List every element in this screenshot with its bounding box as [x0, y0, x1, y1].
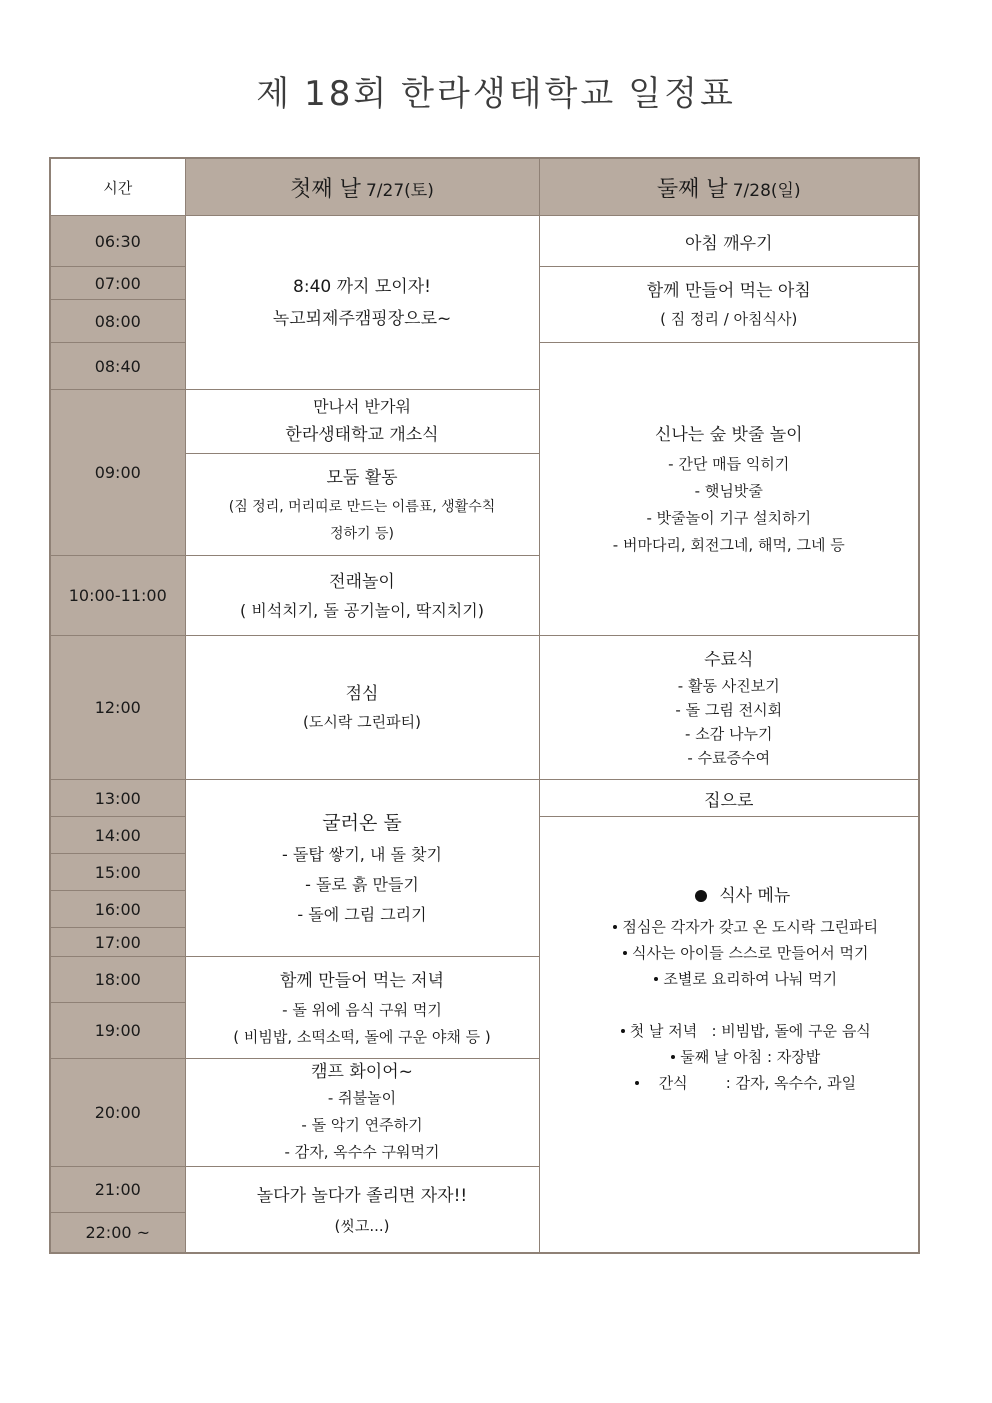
forest-title: 신나는 숲 밧줄 놀이 — [654, 425, 803, 445]
day1-header — [185, 158, 539, 216]
time-cell: 21:00 — [50, 1167, 185, 1213]
day2-home-cell: 집으로 — [539, 780, 919, 817]
fire-item: - 돌 악기 연주하기 — [301, 1116, 423, 1134]
dinner-item: ( 비빔밥, 소떡소떡, 돌에 구운 야채 등 ) — [233, 1027, 491, 1046]
day1-gather-cell — [185, 216, 539, 390]
trad-title: 전래놀이 — [329, 572, 395, 592]
meal-line — [568, 914, 919, 940]
time-cell: 12:00 — [50, 636, 185, 780]
bullet-icon — [654, 977, 658, 981]
fire-item: - 쥐불놀이 — [327, 1089, 397, 1107]
meet-line: 만나서 반가워 — [313, 397, 411, 416]
gather-line: 8:40 까지 모이자! — [293, 276, 431, 297]
forest-item: - 버마다리, 회전그네, 해먹, 그네 등 — [612, 536, 845, 554]
time-cell: 15:00 — [50, 854, 185, 891]
breakfast-title: 함께 만들어 먹는 아침 — [646, 281, 811, 301]
gather-line: 녹고뫼제주캠핑장으로~ — [272, 308, 452, 329]
time-header: 시간 — [50, 158, 185, 216]
day1-stone-cell — [185, 780, 539, 957]
time-cell: 20:00 — [50, 1059, 185, 1167]
day1-dinner-cell — [185, 957, 539, 1059]
meal-line — [568, 966, 919, 992]
table-row — [50, 636, 919, 780]
stone-item: - 돌탑 쌓기, 내 돌 찾기 — [282, 845, 442, 864]
dinner-item: - 돌 위에 음식 구워 먹기 — [282, 1000, 442, 1019]
day1-trad-cell — [185, 556, 539, 636]
closing-item: - 수료증수여 — [687, 748, 771, 767]
time-cell: 06:30 — [50, 216, 185, 267]
bullet-icon — [613, 925, 617, 929]
time-cell: 08:00 — [50, 300, 185, 343]
sleep-desc: (씻고...) — [334, 1216, 390, 1235]
closing-item: - 소감 나누기 — [685, 724, 773, 743]
time-cell: 22:00 ~ — [50, 1213, 185, 1253]
lunch-desc: (도시락 그린파티) — [303, 713, 421, 731]
time-cell: 17:00 — [50, 928, 185, 957]
day1-meet-cell — [185, 390, 539, 454]
forest-item: - 밧줄놀이 기구 설치하기 — [646, 509, 812, 527]
meet-line: 한라생태학교 개소식 — [285, 425, 439, 445]
header-row — [50, 158, 919, 216]
day1-group-cell — [185, 454, 539, 556]
closing-item: - 돌 그림 전시회 — [675, 700, 783, 719]
group-title: 모둠 활동 — [326, 467, 398, 488]
bullet-icon — [671, 1055, 675, 1059]
time-cell: 07:00 — [50, 267, 185, 300]
bullet-dot-icon — [695, 890, 707, 902]
menu-line — [568, 1044, 919, 1070]
bullet-icon — [621, 1029, 625, 1033]
stone-item: - 돌에 그림 그리기 — [297, 905, 427, 924]
time-cell: 18:00 — [50, 957, 185, 1003]
menu-line-text: 간식 : 감자, 옥수수, 과일 — [644, 1074, 857, 1092]
day2-meal-cell — [539, 817, 919, 1253]
day2-closing-cell — [539, 636, 919, 780]
time-cell: 19:00 — [50, 1003, 185, 1059]
day1-sleep-cell — [185, 1167, 539, 1253]
day2-header — [539, 158, 919, 216]
time-cell: 16:00 — [50, 891, 185, 928]
day1-date: 7/27(토) — [365, 180, 434, 201]
day2-name: 둘째 날 — [656, 176, 728, 202]
page-title — [0, 66, 992, 115]
fire-title: 캠프 화이어~ — [311, 1062, 413, 1082]
meal-header — [568, 881, 919, 906]
title-word: 한라생태학교 — [401, 74, 617, 114]
day1-fire-cell — [185, 1059, 539, 1167]
forest-item: - 간단 매듭 익히기 — [668, 455, 790, 473]
menu-line — [568, 1070, 919, 1096]
title-word: 제 — [256, 74, 293, 114]
trad-desc: ( 비석치기, 돌 공기놀이, 딱지치기) — [240, 601, 484, 620]
time-cell: 09:00 — [50, 390, 185, 556]
fire-item: - 감자, 옥수수 구워먹기 — [284, 1143, 440, 1161]
bullet-icon — [635, 1081, 639, 1085]
day1-lunch-cell — [185, 636, 539, 780]
closing-title: 수료식 — [704, 649, 754, 670]
day1-name: 첫째 날 — [290, 176, 361, 202]
time-cell: 10:00-11:00 — [50, 556, 185, 636]
group-desc: 정하기 등) — [329, 525, 394, 542]
time-cell: 08:40 — [50, 343, 185, 390]
meal-header-text: 식사 메뉴 — [719, 886, 791, 906]
meal-line-text: 점심은 각자가 갖고 온 도시락 그린파티 — [622, 918, 879, 936]
forest-item: - 햇님밧줄 — [694, 482, 763, 500]
breakfast-desc: ( 짐 정리 / 아침식사) — [660, 310, 798, 328]
dinner-title: 함께 만들어 먹는 저녁 — [279, 970, 444, 991]
title-word: 일정표 — [628, 74, 736, 114]
meal-line — [568, 940, 919, 966]
title-word: 18회 — [304, 74, 390, 114]
menu-line-text: 둘째 날 아침 : 자장밥 — [680, 1048, 821, 1066]
day2-date: 7/28(일) — [732, 180, 801, 201]
table-row — [50, 216, 919, 267]
menu-line-text: 첫 날 저녁 : 비빔밥, 돌에 구운 음식 — [629, 1022, 871, 1040]
lunch-title: 점심 — [345, 684, 379, 704]
meal-line-text: 식사는 아이들 스스로 만들어서 먹기 — [632, 944, 869, 962]
time-cell: 14:00 — [50, 817, 185, 854]
menu-line — [568, 1018, 919, 1044]
sleep-title: 놀다가 놀다가 졸리면 자자!! — [256, 1185, 468, 1206]
bullet-icon — [623, 951, 627, 955]
day2-wake-cell: 아침 깨우기 — [539, 216, 919, 267]
day2-breakfast-cell — [539, 267, 919, 343]
stone-item: - 돌로 흙 만들기 — [305, 875, 419, 894]
table-row — [50, 780, 919, 817]
stone-title: 굴러온 돌 — [322, 812, 402, 834]
closing-item: - 활동 사진보기 — [677, 676, 780, 695]
group-desc: (짐 정리, 머리띠로 만드는 이름표, 생활수칙 — [228, 498, 496, 515]
schedule-table — [49, 157, 920, 1254]
day2-forest-cell — [539, 343, 919, 636]
meal-line-text: 조별로 요리하여 나눠 먹기 — [663, 970, 838, 988]
time-cell: 13:00 — [50, 780, 185, 817]
